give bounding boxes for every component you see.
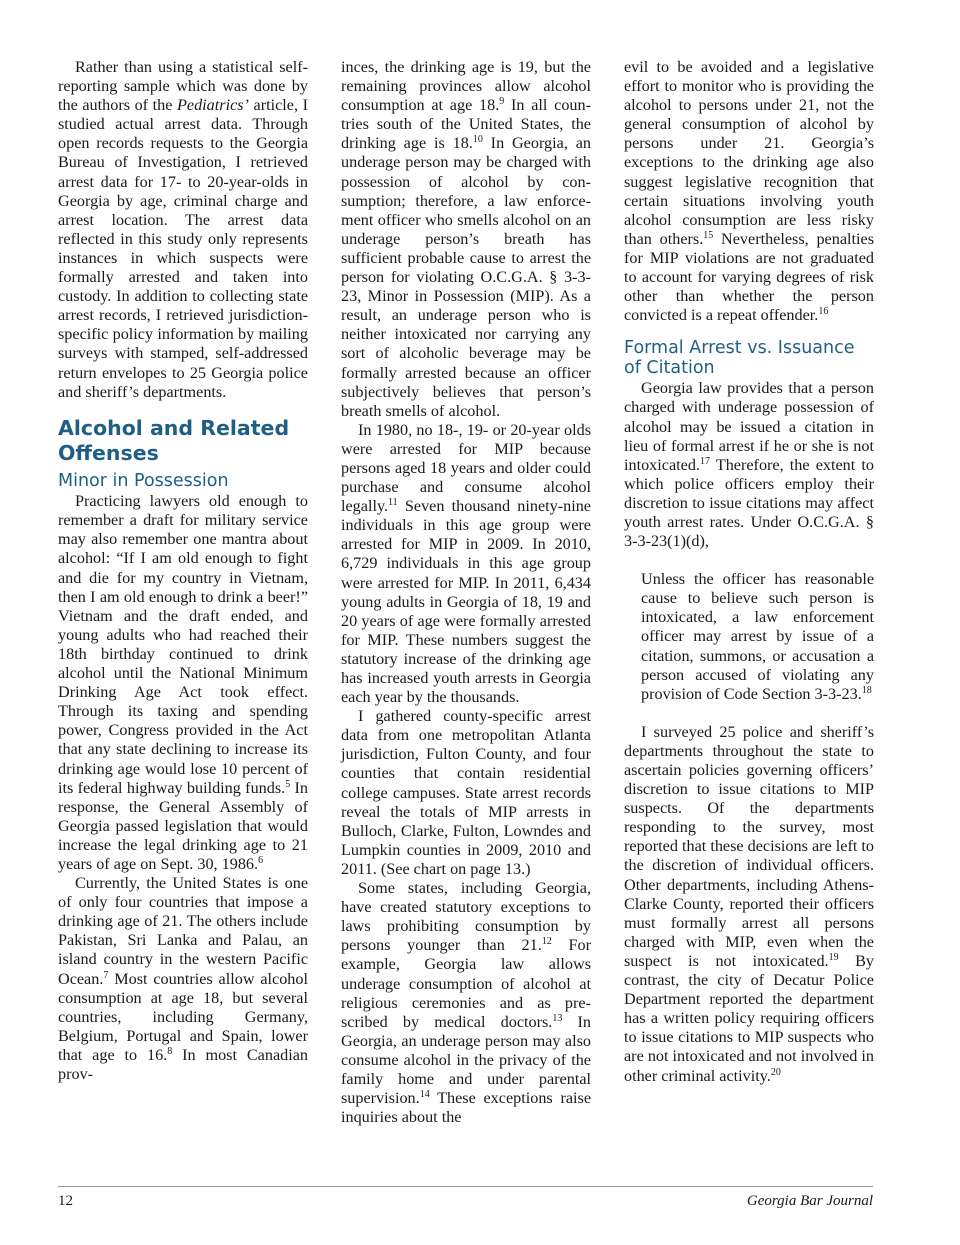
footnote-ref: 20: [770, 1066, 781, 1078]
footnote-ref: 19: [828, 951, 839, 963]
footnote-ref: 10: [472, 134, 483, 146]
paragraph: inces, the drinking age is 19, but the remaining provinces allow alcohol consumption at age 18.$^9$ In all countries south of the United States, the drinking age is 18.10 In Georgia, an underage person may be charged with possession of alcohol by consumption; therefore, a law enforcement officer who smells alcohol on an underage person’s breath has sufficient probable cause to arrest the person for violating O.C.G.A. § 3-3-23, Minor in Possession (MIP). As a result, an underage person who is neither intoxicated nor carrying any sort of alcoholic beverage may be formally arrested because an officer subjectively believes that person’s breath smells of alcohol.: [341, 58, 591, 420]
subsection-heading: Formal Arrest vs. Issuance of Citation: [624, 338, 855, 378]
footnote-ref: 11: [388, 497, 398, 509]
paragraph: Currently, the United States is one of only four countries that impose a drinking age of 21. The others include Pakistan, Sri Lanka and Palau, an island country in the western Pacific Ocean.$^7$ Most countries allow alcohol consumption at age 18, but several countries, including Germany, Belgium, Portugal and Spain, lower that age to 16.$^8$ In most Canadian prov-: [58, 874, 308, 1083]
footer-rule: [58, 1186, 873, 1187]
block-quote: [641, 570, 874, 704]
journal-title: Georgia Bar Journal: [746, 1193, 873, 1209]
footnote-ref: 17: [699, 455, 710, 467]
column-1: [58, 58, 308, 1084]
paragraph: I surveyed 25 police and sheriff’s departments throughout the state to ascertain policies governing officers’ discretion to issue citations to MIP suspects. Of the departments responding to the survey, most reported that these decisions are left to the discretion of individual officers. Other departments, including Athens-Clarke County, reported their officers must formally arrest all persons charged with MIP, even when the suspect is not intoxicated.$^{19}$ By contrast, the city of Decatur Police Department reported the department has a written policy requiring officers to issue citations to MIP suspects who are not intoxicated and not involved in other criminal activity.$^{20}$: [624, 722, 874, 1085]
paragraph: Practicing lawyers old enough to remember a draft for military service may also remember one mantra about alcohol: “If I am old enough to fight and die for my country in Vietnam, then I am old enough to drink a beer!” Vietnam and the draft ended, and young adults who had reached their 18th birthday continued to drink alcohol until the National Minimum Drinking Age Act took effect. Through its taxing and spending power, Congress provided in the Act that any state declining to increase its drinking age would lose 10 percent of its federal highway building funds.$^5$ In response, the General Assembly of Georgia passed legislation that would increase the legal drinking age to 21 years of age on Sept. 30, 1986.$^6$: [58, 492, 308, 873]
footnote-ref: 6: [258, 854, 264, 866]
footnote-ref: 5: [285, 778, 291, 790]
footnote-ref: 9: [499, 96, 505, 108]
footnote-ref: 7: [103, 969, 109, 981]
column-2: [341, 58, 591, 1127]
paragraph: I gathered county-specific arrest data from one metropolitan Atlanta jurisdiction, Fulton County, and four counties that contain residential college campuses. State arrest records reveal the totals of MIP arrests in Bulloch, Clarke, Fulton, Lowndes and Lumpkin counties in 2009, 2010 and 2011. (See chart on page 13.): [341, 707, 591, 878]
footnote-ref: 12: [541, 936, 552, 948]
subsection-heading: Minor in Possession: [58, 470, 229, 491]
paragraph: Some states, including Georgia, have created statutory exceptions to laws prohibiting consumption by persons younger than 21.12 For example, Georgia law allows underage consumption of alcohol at religious ceremonies and as prescribed by medical doctors.$^{13}$ In Georgia, an underage person may also consume alcohol in the privacy of the family home and under parental supervision.$^{14}$ These exceptions raise inquiries about the: [341, 879, 592, 1127]
footnote-ref: 14: [419, 1089, 430, 1101]
page-number: 12: [58, 1193, 73, 1209]
footnote-ref: 16: [818, 306, 829, 318]
paragraph: Georgia law provides that a person charged with underage possession of alcohol may be issued a citation in lieu of formal arrest if he or she is not intoxicated.$^{17}$ Therefore, the extent to which police officers employ their discretion to issue citations may affect youth arrest rates. Under O.C.G.A. § 3-3-23(1)(d),: [624, 379, 874, 551]
section-heading: Alcohol and Related Offenses: [58, 415, 290, 465]
footnote-ref: 18: [861, 684, 872, 696]
paragraph: evil to be avoided and a legislative effort to monitor who is providing the alcohol to persons under 21, not the general consumption of alcohol by persons under 21. Georgia’s exceptions to the drinking age also suggest legislative recognition that certain situations involving youth alcohol consumption are less risky than others.$^{15}$ Nevertheless, penalties for MIP violations are not graduated to account for varying degrees of risk other than whether the person convicted is a repeat offender.$^{16}$: [624, 58, 874, 325]
footnote-ref: 15: [703, 229, 714, 241]
quote-text: Unless the officer has reasonable cause to believe such person is intoxicated, a law enforcement officer may arrest by issue of a citation, summons, or accusation a person accused of violating any provision of Code Section 3-3-23.18: [641, 570, 874, 703]
footnote-ref: 13: [552, 1012, 563, 1024]
column-3: [624, 58, 874, 1086]
footnote-ref: 8: [167, 1045, 173, 1057]
paragraph: Rather than using a statistical self-reporting sample which was done by the authors of the Pediatrics’ article, I studied actual arrest data. Through open records requests to the Georgia Bureau of Investigation, I retrieved arrest data for 17- to 20-year-olds in Georgia by age, criminal charge and arrest location. The arrest data reflected in this study only represents instances in which suspects were formally arrested and taken into custody. In addition to collecting state arrest records, I retrieved jurisdiction-specific policy information by mailing surveys with stamped, self-addressed return envelopes to 25 Georgia police and sheriff’s departments.: [58, 58, 308, 401]
paragraph: In 1980, no 18-, 19- or 20-year olds were arrested for MIP because persons aged 18 years and older could purchase and consume alcohol legally.$^{11}$ Seven thousand ninety-nine individuals in this age group were arrested for MIP in 2009. In 2010, 6,729 individuals in this age group were arrested for MIP. In 2011, 6,434 young adults in Georgia of 18, 19 and 20 years of age were formally arrested for MIP. These numbers suggest the statutory increase of the drinking age has increased youth arrests in Georgia each year by the thousands.: [341, 420, 591, 707]
